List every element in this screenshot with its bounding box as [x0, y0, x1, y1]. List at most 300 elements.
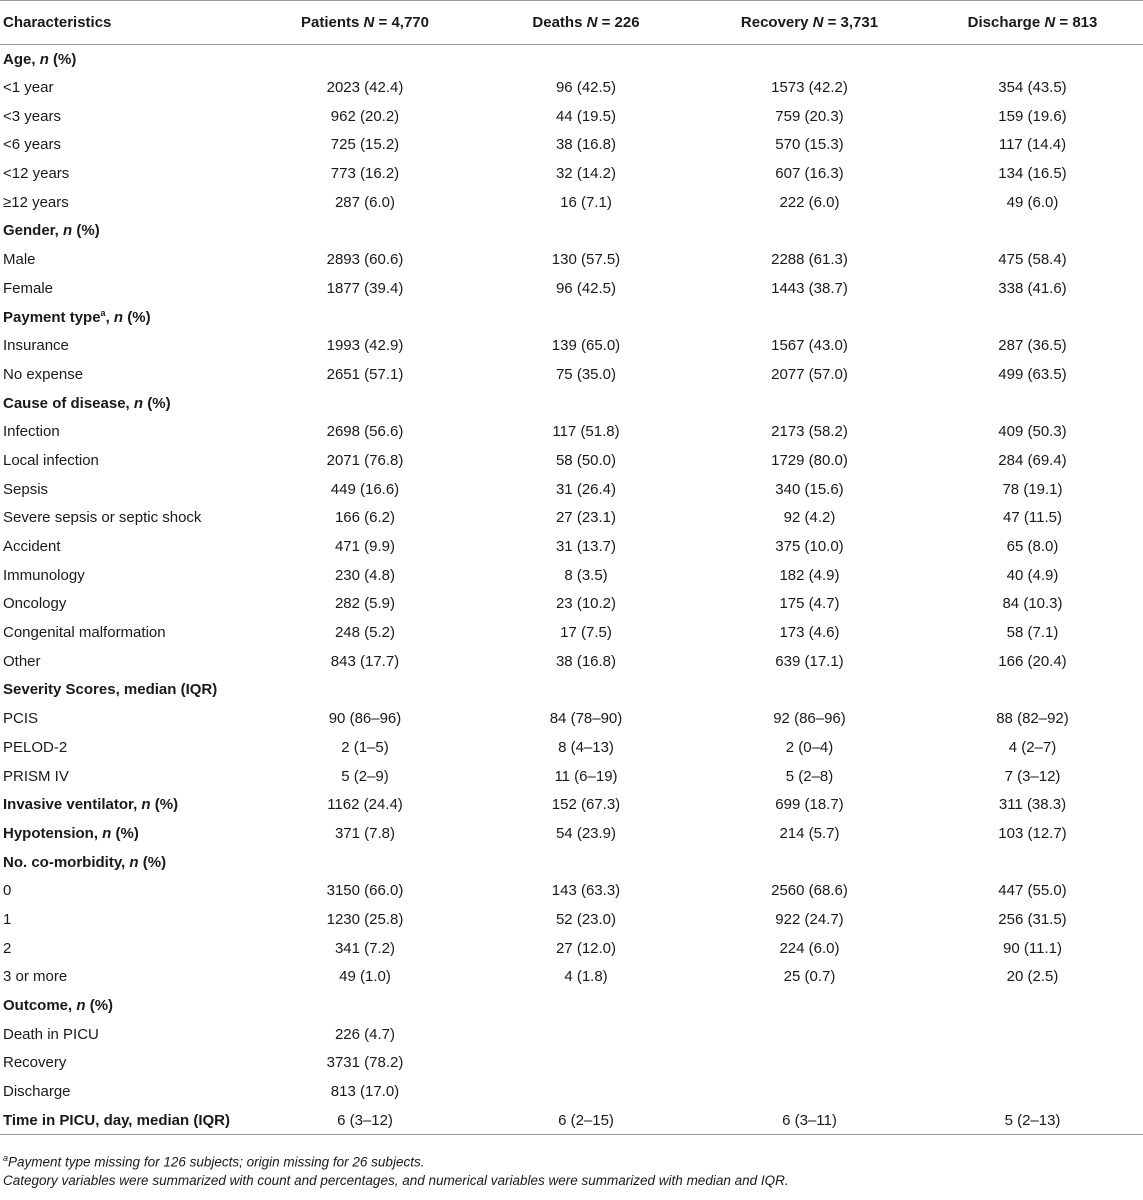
- table-cell: [922, 1077, 1143, 1106]
- table-cell: 230 (4.8): [334, 566, 396, 584]
- table-row: [0, 876, 1143, 905]
- table-cell: 11 (6–19): [554, 767, 618, 785]
- table-cell: 256 (31.5): [998, 910, 1067, 928]
- table-cell: [255, 991, 475, 1020]
- row-label-suffix: (%): [143, 394, 171, 412]
- table-cell: 2077 (57.0): [771, 365, 848, 383]
- table-cell: [475, 45, 697, 74]
- row-label-text: Male: [3, 251, 36, 269]
- table-cell: 173 (4.6): [779, 624, 840, 642]
- table-cell: 134 (16.5): [998, 165, 1067, 183]
- row-label-text: 1: [3, 910, 12, 928]
- row-label: [0, 1020, 255, 1049]
- table-cell: [922, 848, 1143, 877]
- table-cell: [922, 1020, 1143, 1049]
- row-label: [0, 963, 255, 992]
- table-cell: 447 (55.0): [998, 882, 1067, 900]
- table-row: [0, 131, 1143, 160]
- table-cell: 90 (11.1): [1003, 939, 1062, 957]
- table-cell: 922 (24.7): [775, 910, 844, 928]
- table-cell: 152 (67.3): [551, 796, 621, 814]
- table-cell: [697, 45, 922, 74]
- table-row: [0, 188, 1143, 217]
- table-cell: 32 (14.2): [555, 165, 617, 183]
- table-cell: 341 (7.2): [334, 939, 396, 957]
- row-label: [0, 1049, 255, 1078]
- row-label-text: ,: [105, 309, 114, 327]
- row-label: [0, 647, 255, 676]
- table-row: [0, 504, 1143, 533]
- table-cell: 2071 (76.8): [326, 451, 404, 469]
- table-row: [0, 647, 1143, 676]
- row-label: [0, 934, 255, 963]
- table-cell: 1573 (42.2): [771, 79, 848, 97]
- table-cell: 38 (16.8): [555, 136, 617, 154]
- table-cell: 962 (20.2): [330, 107, 400, 125]
- table-cell: 96 (42.5): [555, 79, 617, 97]
- row-label-n: n: [102, 824, 112, 842]
- table-row: [0, 1077, 1143, 1106]
- table-cell: [475, 848, 697, 877]
- table-cell: 166 (6.2): [334, 509, 396, 527]
- row-label-suffix: (%): [150, 796, 179, 814]
- row-label-text: Death in PICU: [3, 1025, 99, 1043]
- row-label-text: PCIS: [3, 710, 39, 728]
- table-cell: 475 (58.4): [998, 251, 1067, 269]
- row-label-suffix: (%): [123, 309, 151, 327]
- row-label-suffix: (%): [138, 853, 167, 871]
- table-cell: 25 (0.7): [783, 968, 836, 986]
- table-cell: 52 (23.0): [555, 910, 617, 928]
- table-cell: 65 (8.0): [1006, 538, 1059, 556]
- row-label-text: Infection: [3, 423, 60, 441]
- table-cell: 3731 (78.2): [326, 1054, 404, 1072]
- table-cell: 40 (4.9): [1006, 566, 1059, 584]
- table-cell: 7 (3–12): [1004, 767, 1061, 785]
- table-cell: 1877 (39.4): [326, 279, 404, 297]
- table-cell: [922, 45, 1143, 74]
- row-label-text: Outcome,: [3, 997, 77, 1015]
- table-cell: 27 (23.1): [555, 509, 617, 527]
- table-cell: 570 (15.3): [775, 136, 844, 154]
- table-cell: 92 (86–96): [773, 710, 846, 728]
- table-cell: 8 (4–13): [558, 738, 614, 756]
- table-cell: 639 (17.1): [775, 652, 844, 670]
- table-cell: 92 (4.2): [783, 509, 836, 527]
- column-header: [475, 1, 697, 45]
- row-label-text: <3 years: [3, 107, 61, 125]
- table-cell: 2698 (56.6): [326, 423, 404, 441]
- table-cell: 27 (12.0): [555, 939, 617, 957]
- row-label-text: Congenital malformation: [3, 624, 166, 642]
- table-cell: [475, 1077, 697, 1106]
- table-cell: [475, 217, 697, 246]
- column-header-count: = 226: [597, 14, 640, 31]
- row-label-n: n: [113, 309, 124, 327]
- table-cell: 2560 (68.6): [771, 882, 848, 900]
- row-label-text: Immunology: [3, 566, 85, 584]
- table-cell: 117 (51.8): [552, 423, 620, 441]
- table-row: [0, 102, 1143, 131]
- table-cell: 813 (17.0): [330, 1083, 400, 1101]
- table-cell: [922, 991, 1143, 1020]
- table-cell: 773 (16.2): [330, 165, 400, 183]
- table-row: [0, 446, 1143, 475]
- table-cell: 5 (2–9): [341, 767, 389, 785]
- row-label: [0, 274, 255, 303]
- table-cell: 1162 (24.4): [327, 796, 403, 814]
- row-label-text: ≥12 years: [3, 193, 69, 211]
- table-cell: 338 (41.6): [998, 279, 1067, 297]
- column-header: [255, 1, 475, 45]
- row-label-text: Age,: [3, 50, 40, 68]
- row-label: [0, 848, 255, 877]
- table-cell: 471 (9.9): [334, 538, 396, 556]
- table-cell: 17 (7.5): [560, 624, 612, 642]
- table-row: [0, 159, 1143, 188]
- table-cell: 226 (4.7): [334, 1025, 396, 1043]
- table-cell: 16 (7.1): [560, 193, 612, 211]
- row-label: [0, 131, 255, 160]
- table-cell: [697, 389, 922, 418]
- table-row: [0, 618, 1143, 647]
- row-label: [0, 102, 255, 131]
- table-cell: 88 (82–92): [996, 710, 1069, 728]
- section-row: [0, 848, 1143, 877]
- table-row: [0, 1049, 1143, 1078]
- row-label-n: n: [141, 796, 151, 814]
- table-cell: [922, 389, 1143, 418]
- table-cell: 499 (63.5): [998, 365, 1067, 383]
- table-cell: 75 (35.0): [555, 365, 617, 383]
- table-cell: [697, 303, 922, 332]
- row-label-text: Time in PICU, day, median (IQR): [3, 1111, 230, 1129]
- table-row: [0, 963, 1143, 992]
- table-cell: 340 (15.6): [775, 480, 844, 498]
- table-cell: 843 (17.7): [330, 652, 400, 670]
- table-cell: 224 (6.0): [779, 939, 840, 957]
- column-header-name: Recovery: [740, 14, 809, 31]
- table-cell: [922, 217, 1143, 246]
- row-label: [0, 73, 255, 102]
- table-cell: 5 (2–8): [785, 767, 834, 785]
- table-cell: 23 (10.2): [555, 595, 617, 613]
- row-label-suffix: (%): [72, 222, 100, 240]
- row-label: [0, 389, 255, 418]
- row-label-text: Cause of disease,: [3, 394, 134, 412]
- table-cell: 84 (10.3): [1002, 595, 1063, 613]
- row-label: [0, 188, 255, 217]
- table-cell: 1443 (38.7): [771, 279, 848, 297]
- table-cell: [697, 1077, 922, 1106]
- table-cell: 2 (1–5): [341, 738, 389, 756]
- row-label-text: Hypotension,: [3, 824, 103, 842]
- row-label: [0, 590, 255, 619]
- column-header-n: N: [1044, 14, 1056, 31]
- table-row: [0, 360, 1143, 389]
- table-cell: 84 (78–90): [549, 710, 623, 728]
- footnote-a: [3, 1149, 1143, 1172]
- row-label: [0, 1106, 255, 1135]
- row-label-text: Recovery: [3, 1054, 67, 1072]
- table-cell: [697, 217, 922, 246]
- row-label-text: Severity Scores, median (IQR): [3, 681, 218, 699]
- section-row: [0, 1106, 1143, 1135]
- row-label: [0, 618, 255, 647]
- section-row: [0, 217, 1143, 246]
- table-cell: [922, 303, 1143, 332]
- row-label: [0, 762, 255, 791]
- row-label-text: Other: [3, 652, 41, 670]
- row-label-text: 2: [3, 939, 12, 957]
- table-cell: 287 (36.5): [998, 337, 1067, 355]
- table-cell: 166 (20.4): [998, 652, 1067, 670]
- table-cell: 175 (4.7): [779, 595, 840, 613]
- column-header-count: = 813: [1055, 14, 1098, 31]
- table-footnotes: [0, 1135, 1143, 1190]
- table-cell: 282 (5.9): [334, 595, 396, 613]
- row-label: [0, 561, 255, 590]
- table-cell: 311 (38.3): [998, 796, 1067, 814]
- footnote-a-text: Payment type missing for 126 subjects; origin missing for 26 subjects.: [8, 1154, 425, 1170]
- table-cell: 248 (5.2): [334, 624, 396, 642]
- table-row: [0, 561, 1143, 590]
- table-cell: 449 (16.6): [330, 480, 400, 498]
- column-header-n: N: [363, 14, 375, 31]
- table-cell: 214 (5.7): [779, 824, 840, 842]
- row-label: [0, 819, 255, 848]
- table-row: [0, 590, 1143, 619]
- table-body: [0, 45, 1143, 1135]
- row-label-text: Insurance: [3, 337, 69, 355]
- table-cell: [475, 676, 697, 705]
- table-cell: 2893 (60.6): [326, 251, 404, 269]
- table-row: [0, 762, 1143, 791]
- table-cell: [922, 1049, 1143, 1078]
- row-label-text: PELOD-2: [3, 738, 68, 756]
- row-label: [0, 532, 255, 561]
- table-cell: 354 (43.5): [998, 79, 1067, 97]
- table-cell: [697, 676, 922, 705]
- row-label: [0, 676, 255, 705]
- table-cell: 96 (42.5): [555, 279, 617, 297]
- column-header-name: Discharge: [967, 14, 1041, 31]
- table-cell: 38 (16.8): [555, 652, 617, 670]
- section-row: [0, 303, 1143, 332]
- table-cell: 44 (19.5): [555, 107, 617, 125]
- row-label-text: Invasive ventilator,: [3, 796, 142, 814]
- table-row: [0, 73, 1143, 102]
- row-label-text: Discharge: [3, 1083, 71, 1101]
- row-label: [0, 417, 255, 446]
- table-row: [0, 905, 1143, 934]
- row-label-text: Accident: [3, 538, 61, 556]
- table-cell: 159 (19.6): [998, 107, 1067, 125]
- row-label: [0, 331, 255, 360]
- table-cell: 117 (14.4): [998, 136, 1067, 154]
- table-cell: 90 (86–96): [328, 710, 402, 728]
- table-cell: 103 (12.7): [998, 824, 1067, 842]
- row-label: [0, 360, 255, 389]
- table-cell: 31 (13.7): [555, 538, 617, 556]
- table-cell: 143 (63.3): [551, 882, 621, 900]
- row-label-text: Female: [3, 279, 54, 297]
- row-label: [0, 876, 255, 905]
- row-label-text: Severe sepsis or septic shock: [3, 509, 202, 527]
- table-cell: 284 (69.4): [998, 451, 1067, 469]
- table-cell: 375 (10.0): [775, 538, 844, 556]
- row-label-text: <1 year: [3, 79, 54, 97]
- row-label: [0, 45, 255, 74]
- table-cell: 78 (19.1): [1002, 480, 1063, 498]
- row-label-text: Gender,: [3, 222, 64, 240]
- table-cell: 47 (11.5): [1003, 509, 1062, 527]
- row-label-text: 3 or more: [3, 968, 68, 986]
- row-label-n: n: [129, 853, 139, 871]
- row-label-text: No expense: [3, 365, 84, 383]
- table-cell: [697, 1020, 922, 1049]
- section-row: [0, 790, 1143, 819]
- table-cell: 2 (0–4): [785, 738, 834, 756]
- table-cell: 1729 (80.0): [771, 451, 848, 469]
- table-cell: 49 (1.0): [339, 968, 391, 986]
- table-cell: 54 (23.9): [555, 824, 617, 842]
- table-cell: 2023 (42.4): [326, 79, 404, 97]
- row-label-suffix: (%): [111, 824, 139, 842]
- row-label: [0, 303, 255, 332]
- table-cell: [475, 1020, 697, 1049]
- column-header: [0, 1, 255, 45]
- column-header-count: = 3,731: [823, 14, 879, 31]
- column-header-n: N: [812, 14, 824, 31]
- table-row: [0, 245, 1143, 274]
- table-cell: [255, 217, 475, 246]
- row-label-text: Local infection: [3, 451, 99, 469]
- table-cell: [255, 848, 475, 877]
- row-label-text: Sepsis: [3, 480, 49, 498]
- table-cell: 182 (4.9): [779, 566, 840, 584]
- row-label-n: n: [76, 997, 86, 1015]
- footnote-b: Category variables were summarized with count and percentages, and numerical variables were summarized with median and IQR.: [3, 1172, 789, 1188]
- table-row: [0, 331, 1143, 360]
- row-label: [0, 704, 255, 733]
- table-cell: [255, 389, 475, 418]
- row-label-n: n: [39, 50, 49, 68]
- table-cell: [697, 848, 922, 877]
- table-cell: [475, 389, 697, 418]
- column-header-count: = 4,770: [374, 14, 429, 31]
- row-label: [0, 991, 255, 1020]
- table-cell: 6 (2–15): [558, 1111, 614, 1129]
- table-cell: 2288 (61.3): [771, 251, 848, 269]
- row-label-text: 0: [3, 882, 12, 900]
- table-cell: 1230 (25.8): [326, 910, 404, 928]
- table-cell: 371 (7.8): [334, 824, 396, 842]
- column-header-name: Deaths: [532, 14, 583, 31]
- table-row: [0, 934, 1143, 963]
- table-row: [0, 417, 1143, 446]
- row-label-suffix: (%): [85, 997, 114, 1015]
- table-cell: [475, 303, 697, 332]
- table-row: [0, 1020, 1143, 1049]
- table-header-row: [0, 1, 1143, 45]
- table-cell: [255, 303, 475, 332]
- table-cell: 699 (18.7): [775, 796, 844, 814]
- table-cell: 222 (6.0): [779, 193, 840, 211]
- section-row: [0, 676, 1143, 705]
- table-row: [0, 475, 1143, 504]
- table-cell: [475, 1049, 697, 1078]
- row-label-text: PRISM IV: [3, 767, 69, 785]
- row-label-n: n: [133, 394, 144, 412]
- table-cell: 3150 (66.0): [326, 882, 404, 900]
- footnote-marker: a: [100, 308, 106, 319]
- table-cell: 20 (2.5): [1006, 968, 1059, 986]
- section-row: [0, 991, 1143, 1020]
- row-label-text: Oncology: [3, 595, 67, 613]
- table-cell: 1567 (43.0): [771, 337, 848, 355]
- column-header-name: Patients: [300, 14, 360, 31]
- table-cell: [922, 676, 1143, 705]
- table-cell: [697, 1049, 922, 1078]
- table-cell: [255, 45, 475, 74]
- table-cell: 6 (3–12): [337, 1111, 393, 1129]
- section-row: [0, 389, 1143, 418]
- table-row: [0, 274, 1143, 303]
- row-label-text: <12 years: [3, 165, 70, 183]
- footnote-marker: a: [3, 1153, 9, 1164]
- table-cell: 8 (3.5): [564, 566, 608, 584]
- table-row: [0, 733, 1143, 762]
- table-cell: 725 (15.2): [330, 136, 400, 154]
- column-header: [922, 1, 1143, 45]
- row-label: [0, 159, 255, 188]
- table-cell: [697, 991, 922, 1020]
- table-cell: 139 (65.0): [551, 337, 621, 355]
- table-cell: 130 (57.5): [551, 251, 621, 269]
- table-row: [0, 532, 1143, 561]
- table-cell: 2651 (57.1): [326, 365, 404, 383]
- table-cell: 2173 (58.2): [771, 423, 848, 441]
- row-label-text: No. co-morbidity,: [3, 853, 130, 871]
- row-label: [0, 245, 255, 274]
- table-cell: 5 (2–13): [1004, 1111, 1061, 1129]
- table-cell: 607 (16.3): [775, 165, 844, 183]
- table-cell: 58 (7.1): [1006, 624, 1059, 642]
- row-label-suffix: (%): [48, 50, 77, 68]
- row-label: [0, 504, 255, 533]
- section-row: [0, 45, 1143, 74]
- table-cell: [255, 676, 475, 705]
- row-label: [0, 1077, 255, 1106]
- row-label: [0, 446, 255, 475]
- row-label-text: <6 years: [3, 136, 61, 154]
- table-cell: 6 (3–11): [782, 1111, 837, 1129]
- table-cell: 31 (26.4): [555, 480, 617, 498]
- table-cell: 409 (50.3): [998, 423, 1067, 441]
- table-cell: 1993 (42.9): [326, 337, 404, 355]
- table-cell: 58 (50.0): [555, 451, 617, 469]
- table-cell: [475, 991, 697, 1020]
- row-label-n: n: [63, 222, 73, 240]
- table-cell: 287 (6.0): [334, 193, 396, 211]
- column-header: [697, 1, 922, 45]
- table-cell: 4 (2–7): [1008, 738, 1057, 756]
- row-label-text: Payment type: [3, 309, 101, 327]
- table-row: [0, 704, 1143, 733]
- row-label: [0, 733, 255, 762]
- row-label: [0, 790, 255, 819]
